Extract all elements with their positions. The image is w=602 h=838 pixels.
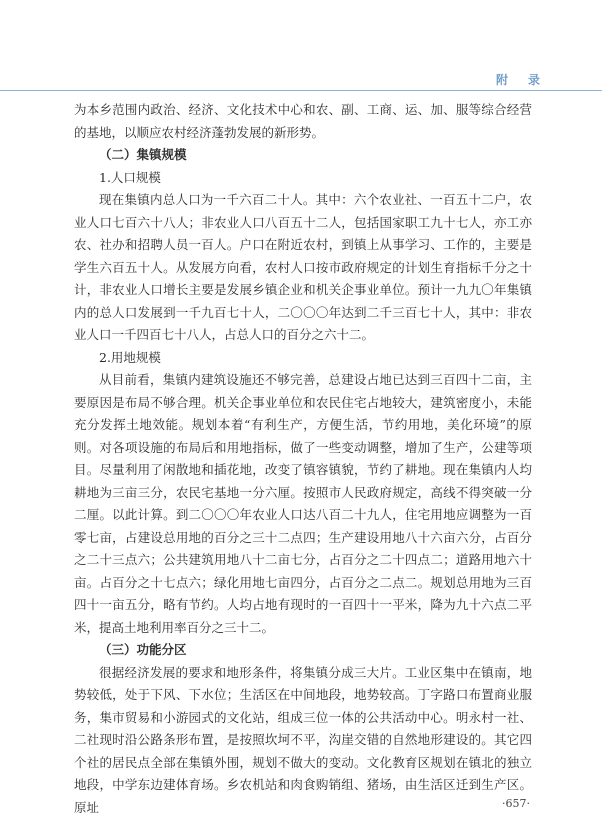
header-rule — [0, 90, 602, 91]
section-heading-zones: （三）功能分区 — [99, 642, 187, 657]
subheading-land-use: 2.用地规模 — [99, 349, 161, 365]
paragraph-population: 现在集镇内总人口为一千六百二十人。其中：六个农业社、一百五十二户，农业人口七百六十八人；非农业人口八百五十二人，包括国家职工九十七人，亦工亦农、社办和招聘人员一百人。户口在附近农村，到镇上从事学习、工作的，主要是学生六百五十人。从发展方向看，农村人口按市政府规定的计划生育指标千分之十计，非农业人口增长主要是发展乡镇企业和机关企事业单位。预计一九九〇年集镇内的总人口发展到一千九百七十人，二〇〇〇年达到二千三百七十人，其中：非农业人口一千四百七十八人，占总人口的百分之六十二。 — [74, 192, 532, 342]
paragraph-land-use: 从目前看，集镇内建筑设施还不够完善，总建设占地已达到三百四十二亩，主要原因是布局不够合理。机关企事业单位和农民住宅占地较大，建筑密度小，未能充分发挥土地效能。规划本着“有利生产，方便生活，节约用地，美化环境”的原则。对各项设施的布局后和用地指标，做了一些变动调整，增加了生产，公建等项目。尽量利用了闲散地和插花地，改变了镇容镇貌，节约了耕地。现在集镇内人均耕地为三亩三分，农民宅基地一分六厘。按照市人民政府规定，高线不得突破一分二厘。以此计算。到二〇〇〇年农业人口达八百二十九人，住宅用地应调整为一百零七亩，占建设总用地的百分之三十二点四；生产建设用地八十六亩六分，占百分之二十三点六；公共建筑用地八十二亩七分，占百分之二十四点二；道路用地六十亩。占百分之十七点六；绿化用地七亩四分，占百分之二点二。规划总用地为三百四十一亩五分，略有节约。人均占地有现时的一百四十一平米，降为九十六点二平米，提高土地利用率百分之三十二。 — [74, 372, 532, 635]
page-body — [74, 99, 532, 819]
section-heading-scale: （二）集镇规模 — [99, 147, 187, 162]
paragraph-zones: 很据经济发展的要求和地形条件，将集镇分成三大片。工业区集中在镇南，地势较低，处于下风、下水位；生活区在中间地段，地势较高。丁字路口布置商业服务，集市贸易和小游园式的文化站，组成三位一体的公共活动中心。明永村一社、二社现时沿公路条形布置，是按照坎坷不平，沟崖交错的自然地形建设的。其它四个社的居民点全部在集镇外围，规划不做大的变动。文化教育区规划在镇北的独立地段，中学东边建体育场。乡农机站和肉食购销组、猪场，由生活区迁到生产区。原址 — [74, 664, 532, 815]
running-head: 附 录 — [495, 73, 544, 87]
page-number: ·657· — [502, 797, 530, 810]
paragraph-intro: 为本乡范围内政治、经济、文化技术中心和农、副、工商、运、加、服等综合经营的基地，以顺应农村经济蓬勃发展的新形势。 — [74, 102, 532, 140]
subheading-population: 1.人口规模 — [99, 169, 161, 185]
